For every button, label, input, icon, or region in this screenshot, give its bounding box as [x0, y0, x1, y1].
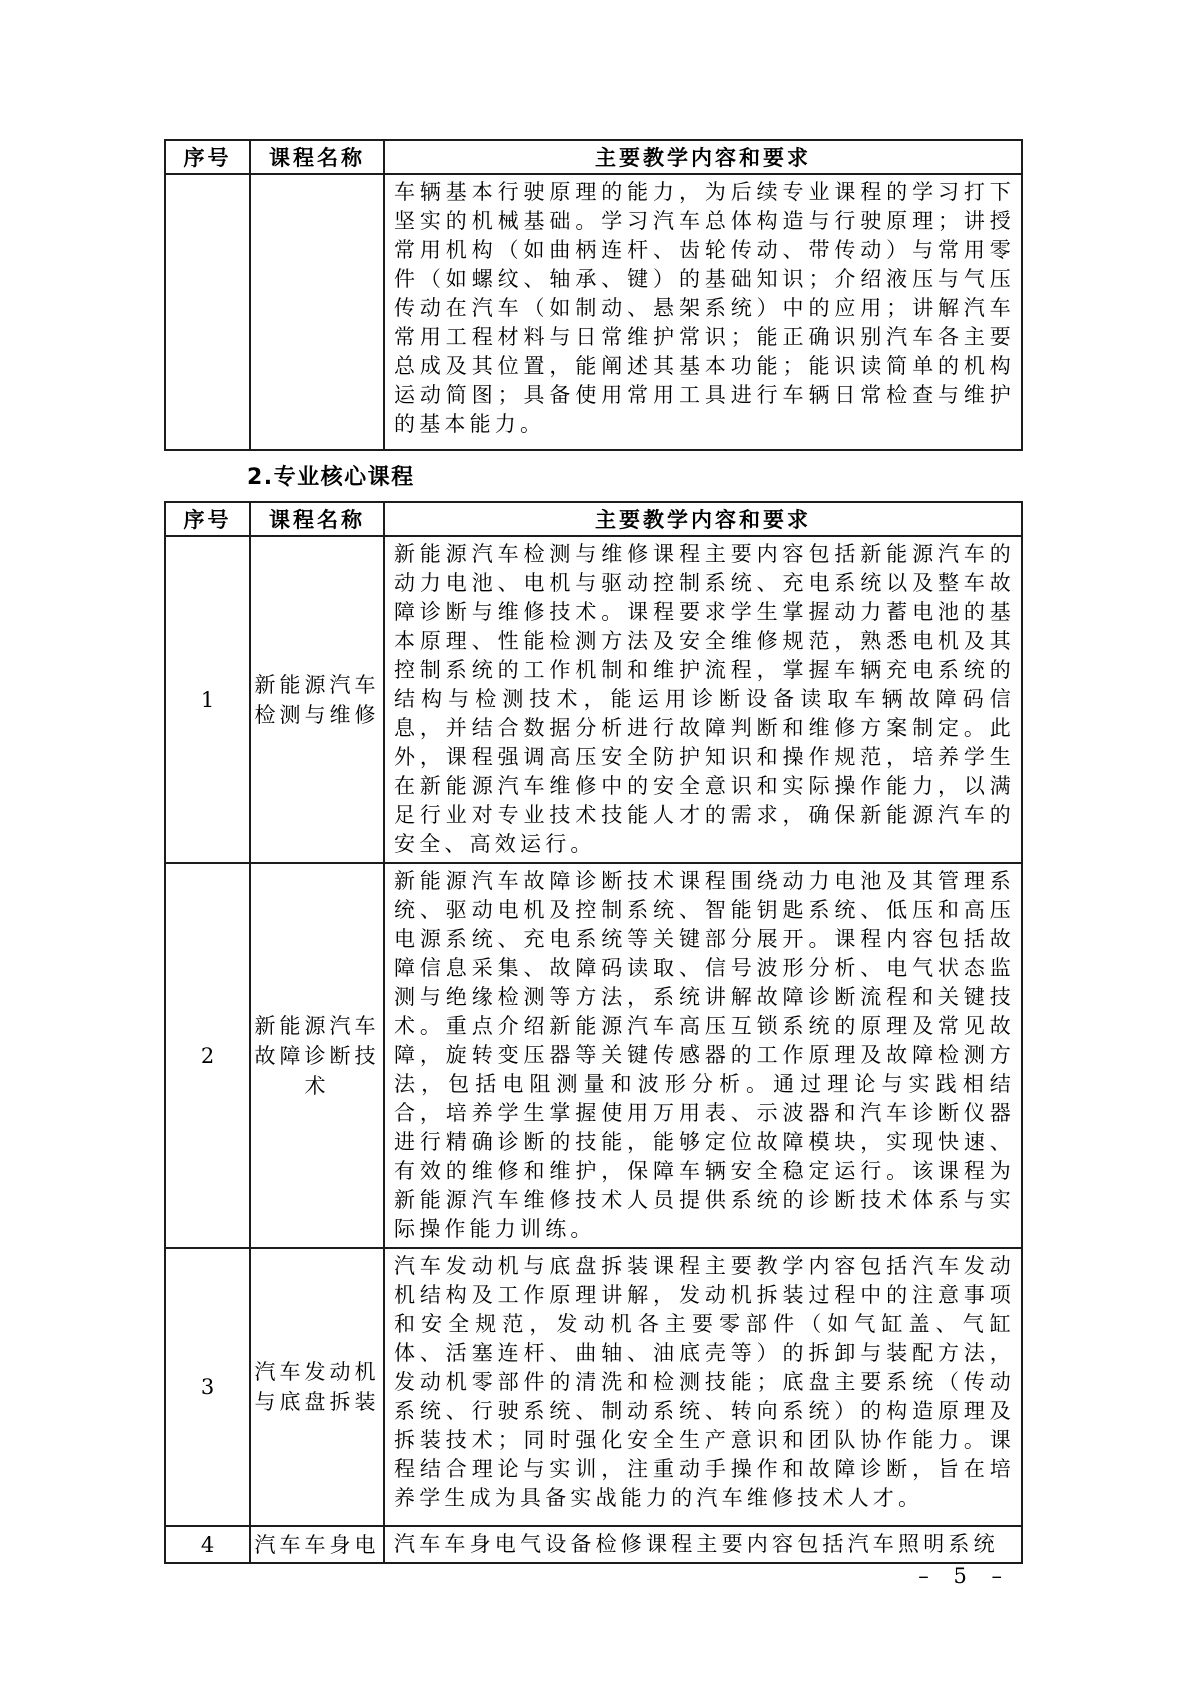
column-header-course-name: 课程名称 [250, 140, 384, 174]
section-heading: 2.专业核心课程 [247, 465, 415, 490]
cell-course-name: 汽车车身电 [250, 1526, 384, 1563]
table-header-row [165, 140, 1022, 174]
cell-course-name [250, 174, 384, 450]
cell-index [165, 174, 250, 450]
document-page [164, 139, 1021, 1564]
table-row [165, 1526, 1022, 1563]
cell-course-content: 汽车车身电气设备检修课程主要内容包括汽车照明系统 [384, 1526, 1022, 1563]
column-header-content: 主要教学内容和要求 [384, 140, 1022, 174]
cell-course-name: 新能源汽车故障诊断技术 [250, 863, 384, 1248]
column-header-content: 主要教学内容和要求 [384, 502, 1022, 536]
course-table-continued [164, 139, 1023, 451]
cell-course-content: 新能源汽车故障诊断技术课程围绕动力电池及其管理系统、驱动电机及控制系统、智能钥匙系统、低压和高压电源系统、充电系统等关键部分展开。课程内容包括故障信息采集、故障码读取、信号波形分析、电气状态监测与绝缘检测等方法，系统讲解故障诊断流程和关键技术。重点介绍新能源汽车高压互锁系统的原理及常见故障，旋转变压器等关键传感器的工作原理及故障检测方法，包括电阻测量和波形分析。通过理论与实践相结合，培养学生掌握使用万用表、示波器和汽车诊断仪器进行精确诊断的技能，能够定位故障模块，实现快速、有效的维修和维护，保障车辆安全稳定运行。该课程为新能源汽车维修技术人员提供系统的诊断技术体系与实际操作能力训练。 [384, 863, 1022, 1248]
column-header-index: 序号 [165, 140, 250, 174]
page-number: – 5 – [918, 1564, 1011, 1588]
core-course-table [164, 501, 1023, 1564]
table-row [165, 863, 1022, 1248]
cell-index: 1 [165, 536, 250, 863]
cell-course-name: 新能源汽车检测与维修 [250, 536, 384, 863]
cell-course-content: 汽车发动机与底盘拆装课程主要教学内容包括汽车发动机结构及工作原理讲解，发动机拆装过程中的注意事项和安全规范，发动机各主要零部件（如气缸盖、气缸体、活塞连杆、曲轴、油底壳等）的拆卸与装配方法，发动机零部件的清洗和检测技能；底盘主要系统（传动系统、行驶系统、制动系统、转向系统）的构造原理及拆装技术；同时强化安全生产意识和团队协作能力。课程结合理论与实训，注重动手操作和故障诊断，旨在培养学生成为具备实战能力的汽车维修技术人才。 [384, 1248, 1022, 1526]
table-row [165, 1248, 1022, 1526]
column-header-course-name: 课程名称 [250, 502, 384, 536]
cell-index: 2 [165, 863, 250, 1248]
table-header-row [165, 502, 1022, 536]
cell-course-content: 车辆基本行驶原理的能力，为后续专业课程的学习打下坚实的机械基础。学习汽车总体构造与行驶原理；讲授常用机构（如曲柄连杆、齿轮传动、带传动）与常用零件（如螺纹、轴承、键）的基础知识；介绍液压与气压传动在汽车（如制动、悬架系统）中的应用；讲解汽车常用工程材料与日常维护常识；能正确识别汽车各主要总成及其位置，能阐述其基本功能；能识读简单的机构运动简图；具备使用常用工具进行车辆日常检查与维护的基本能力。 [384, 174, 1022, 450]
table-row [165, 536, 1022, 863]
cell-index: 3 [165, 1248, 250, 1526]
cell-course-name: 汽车发动机与底盘拆装 [250, 1248, 384, 1526]
table-row [165, 174, 1022, 450]
cell-index: 4 [165, 1526, 250, 1563]
cell-course-content: 新能源汽车检测与维修课程主要内容包括新能源汽车的动力电池、电机与驱动控制系统、充电系统以及整车故障诊断与维修技术。课程要求学生掌握动力蓄电池的基本原理、性能检测方法及安全维修规范，熟悉电机及其控制系统的工作机制和维护流程，掌握车辆充电系统的结构与检测技术，能运用诊断设备读取车辆故障码信息，并结合数据分析进行故障判断和维修方案制定。此外，课程强调高压安全防护知识和操作规范，培养学生在新能源汽车维修中的安全意识和实际操作能力，以满足行业对专业技术技能人才的需求，确保新能源汽车的安全、高效运行。 [384, 536, 1022, 863]
column-header-index: 序号 [165, 502, 250, 536]
